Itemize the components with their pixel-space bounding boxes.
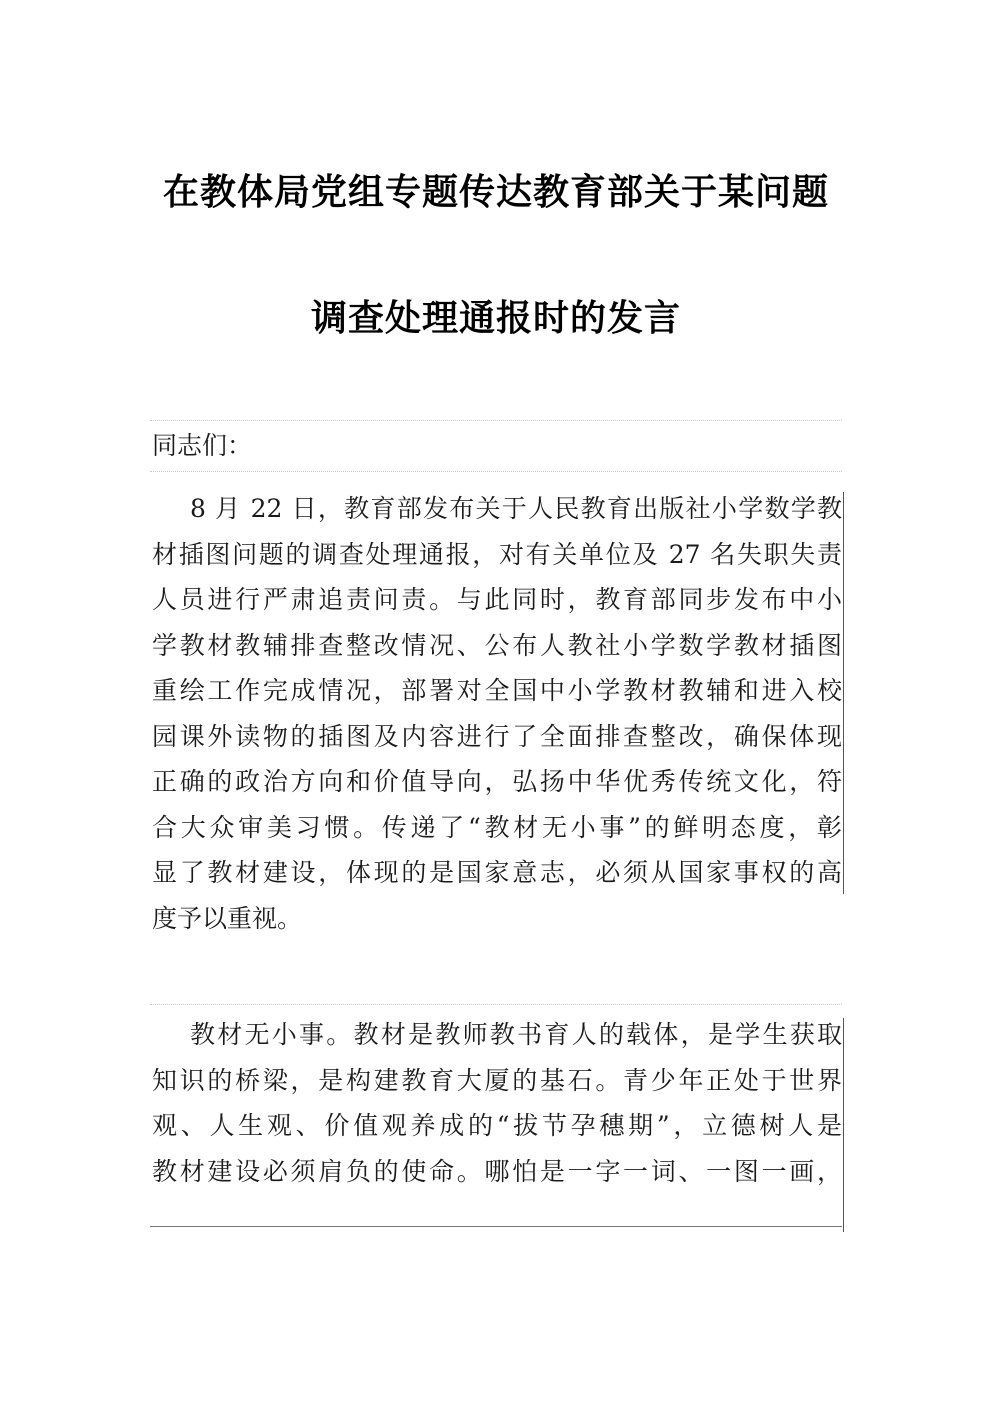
- paragraph-line: 材插图问题的调查处理通报，对有关单位及 27 名失职失责: [152, 539, 842, 569]
- paragraph-2: [152, 1012, 842, 1194]
- salutation-top-rule: [150, 420, 842, 421]
- paragraph-line: 观、人生观、价值观养成的“拔节孕穗期”，立德树人是: [152, 1111, 842, 1140]
- paragraph-1: [152, 486, 842, 941]
- document-title-line-1: 在教体局党组专题传达教育部关于某问题: [162, 172, 829, 213]
- paragraph-line: 8 月 22 日，教育部发布关于人民教育出版社小学数学教: [190, 494, 842, 523]
- salutation-text: 同志们：: [152, 431, 253, 460]
- paragraph-1-right-border: [843, 492, 844, 894]
- document-title-line-2: 调查处理通报时的发言: [310, 298, 681, 339]
- paragraph-line: 教材无小事。教材是教师教书育人的载体，是学生获取: [190, 1020, 842, 1049]
- paragraph-line: 知识的桥梁，是构建教育大厦的基石。青少年正处于世界: [152, 1065, 842, 1095]
- page-bottom-rule: [150, 1226, 842, 1227]
- paragraph-line: 教材建设必须肩负的使命。哪怕是一字一词、一图一画，: [152, 1156, 842, 1186]
- paragraph-line: 正确的政治方向和价值导向，弘扬中华优秀传统文化，符: [152, 767, 842, 796]
- paragraph-line: 度予以重视。: [152, 903, 303, 933]
- paragraph-line: 学教材教辅排查整改情况、公布人教社小学数学教材插图: [152, 630, 842, 660]
- paragraph-separator-rule: [150, 1004, 842, 1005]
- paragraph-line: 园课外读物的插图及内容进行了全面排查整改，确保体现: [152, 721, 842, 751]
- paragraph-line: 显了教材建设，体现的是国家意志，必须从国家事权的高: [152, 858, 842, 887]
- paragraph-2-right-border: [843, 1018, 844, 1232]
- paragraph-line: 合大众审美习惯。传递了“教材无小事”的鲜明态度，彰: [152, 812, 842, 842]
- salutation: [152, 423, 842, 469]
- paragraph-line: 重绘工作完成情况，部署对全国中小学教材教辅和进入校: [152, 676, 842, 705]
- salutation-bottom-rule: [150, 471, 842, 472]
- paragraph-line: 人员进行严肃追责问责。与此同时，教育部同步发布中小: [152, 585, 842, 614]
